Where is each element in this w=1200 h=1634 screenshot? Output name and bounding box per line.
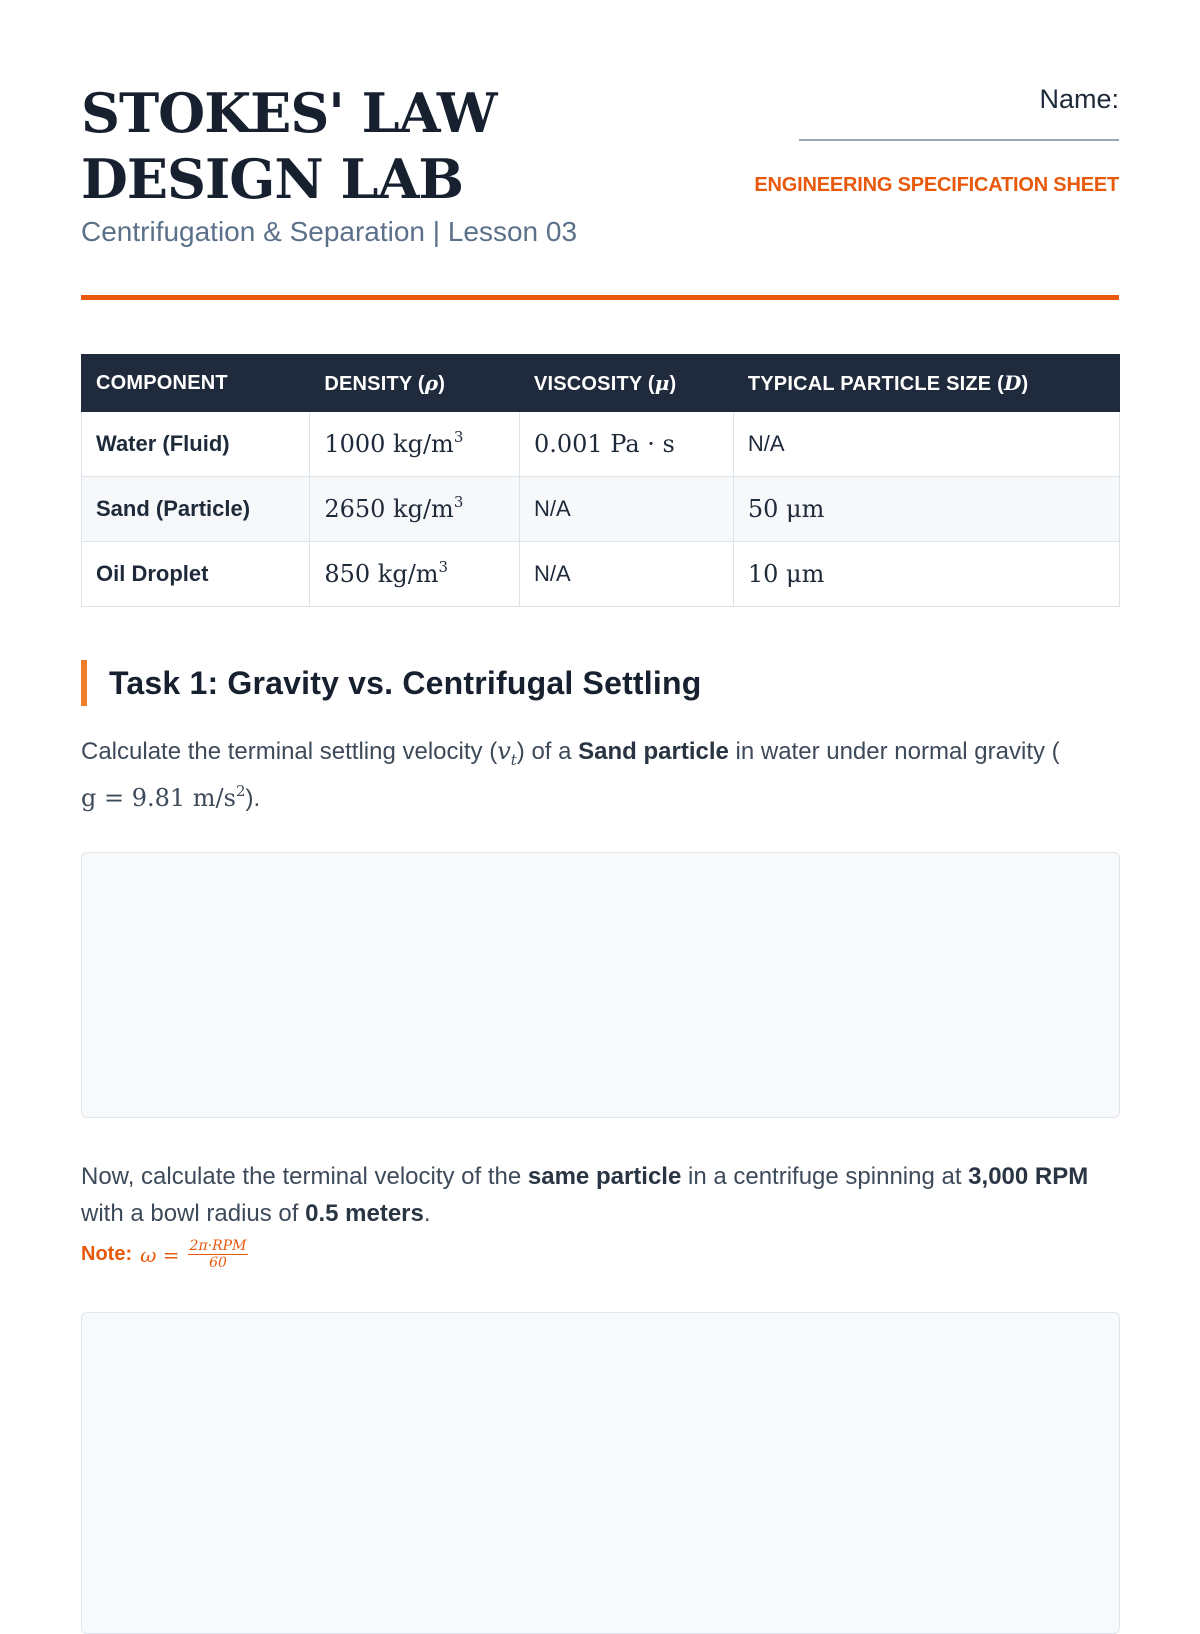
- table-row: [82, 412, 1120, 477]
- name-label: Name:: [1039, 84, 1119, 114]
- cell-density: 2650 $kg/m^3$: [310, 477, 520, 542]
- omega-note: [81, 1238, 248, 1271]
- task-1-centrifuge-prompt: Now, calculate the terminal velocity of the same particle in a centrifuge spinning at 3,000 RPM with a bowl radius of 0.5 meters.: [81, 1163, 1089, 1227]
- name-underline[interactable]: [799, 139, 1119, 141]
- cell-component: Water (Fluid): [82, 412, 310, 477]
- table-header-row: [82, 355, 1120, 412]
- cell-viscosity: 0.001 Pa · s: [519, 412, 733, 477]
- note-lhs: ω =: [140, 1242, 180, 1267]
- omega-fraction: $\frac{\text{2π·RPM}}{60}$: [189, 1238, 247, 1271]
- cell-size: 10 μm: [733, 542, 1119, 607]
- page-title: STOKES' LAW DESIGN LAB: [81, 81, 497, 211]
- task-1-heading: Task 1: Gravity vs. Centrifugal Settling: [81, 660, 701, 706]
- cell-density: 1000 $kg/m^3$: [310, 412, 520, 477]
- page-subtitle: Centrifugation & Separation | Lesson 03: [81, 216, 578, 247]
- component-spec-table: [81, 354, 1120, 607]
- answer-box-gravity[interactable]: [81, 852, 1120, 1118]
- task-1-prompt: Calculate the terminal settling velocity $(v_t)$ of a Sand particle in water under normal gravity ( g = 9.81 $m/s^2$).: [81, 737, 1060, 812]
- cell-size: 50 μm: [733, 477, 1119, 542]
- cell-viscosity: N/A: [519, 477, 733, 542]
- table-row: [82, 477, 1120, 542]
- note-label: Note:: [81, 1243, 133, 1265]
- cell-viscosity: N/A: [519, 542, 733, 607]
- cell-density: 850 $kg/m^3$: [310, 542, 520, 607]
- name-field[interactable]: [799, 84, 1119, 141]
- answer-box-centrifuge[interactable]: [81, 1312, 1120, 1634]
- table-row: [82, 542, 1120, 607]
- cell-component: Oil Droplet: [82, 542, 310, 607]
- header-viscosity: VISCOSITY (μ): [519, 355, 733, 412]
- header-density: DENSITY (ρ): [310, 355, 520, 412]
- cell-size: N/A: [733, 412, 1119, 477]
- cell-component: Sand (Particle): [82, 477, 310, 542]
- header-component: COMPONENT: [82, 355, 310, 412]
- worksheet-header: [81, 0, 1119, 300]
- header-particle-size: TYPICAL PARTICLE SIZE (D): [733, 355, 1119, 412]
- spec-sheet-label: ENGINEERING SPECIFICATION SHEET: [754, 174, 1119, 196]
